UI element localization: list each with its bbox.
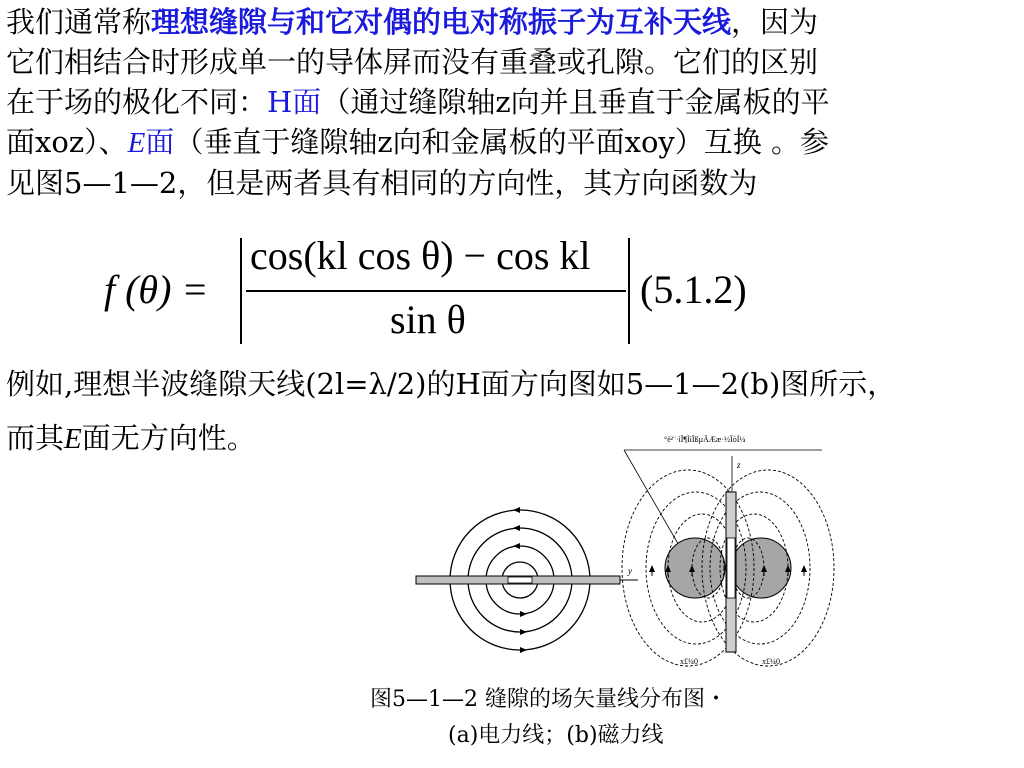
figure-caption: 图5—1—2 缝隙的场矢量线分布图・ bbox=[370, 687, 727, 712]
x-label-right: x£¼0 bbox=[762, 657, 780, 666]
e-field-diagram bbox=[416, 510, 620, 650]
fraction-line bbox=[246, 290, 626, 292]
e-plane-term: E bbox=[127, 127, 146, 159]
h-plane-term: H面 bbox=[267, 85, 322, 119]
x-label-left: x£¼0 bbox=[680, 657, 698, 666]
formula-numerator: cos(kl cos θ) − cos kl bbox=[250, 233, 591, 278]
axis-y-label: y bbox=[628, 566, 632, 576]
axis-z-label: z bbox=[737, 460, 741, 470]
intro-paragraph bbox=[6, 2, 1016, 203]
figure-subcaption: (a)电力线；(b)磁力线 bbox=[448, 723, 664, 748]
slot-field-figure bbox=[412, 428, 1002, 678]
figure-garbled-title: °ë²¨·ìÏ¶ÌìÏßµÄÆæ·½ÏòÍ¼ bbox=[664, 435, 746, 444]
directivity-formula bbox=[100, 232, 780, 350]
intro-line-3: 在于场的极化不同：H面（通过缝隙轴z向并且垂直于金属板的平 bbox=[6, 85, 830, 119]
intro-line-5: 见图5—1—2，但是两者具有相同的方向性，其方向函数为 bbox=[6, 166, 758, 200]
intro-line-2: 它们相结合时形成单一的导体屏而没有重叠或孔隙。它们的区别 bbox=[6, 45, 819, 79]
intro-line-4: 面xoz）、E面（垂直于缝隙轴z向和金属板的平面xoy）互换 。参 bbox=[6, 125, 830, 159]
example-line-2: 而其E面无方向性。 bbox=[6, 421, 256, 455]
abs-bar-left bbox=[240, 238, 242, 344]
example-line: 例如,理想半波缝隙天线(2l=λ/2)的H面方向图如5—1—2(b)图所示， bbox=[6, 367, 897, 401]
complementary-antenna-term: 理想缝隙与和它对偶的电对称振子为互补天线 bbox=[151, 5, 732, 39]
formula-denominator: sin θ bbox=[390, 297, 466, 342]
formula-lhs: f (θ) = bbox=[104, 267, 209, 312]
equation-number: (5.1.2) bbox=[640, 267, 747, 312]
h-field-diagram bbox=[622, 434, 834, 666]
intro-line-1: 我们通常称理想缝隙与和它对偶的电对称振子为互补天线，因为 bbox=[6, 5, 819, 39]
abs-bar-right bbox=[628, 238, 630, 344]
